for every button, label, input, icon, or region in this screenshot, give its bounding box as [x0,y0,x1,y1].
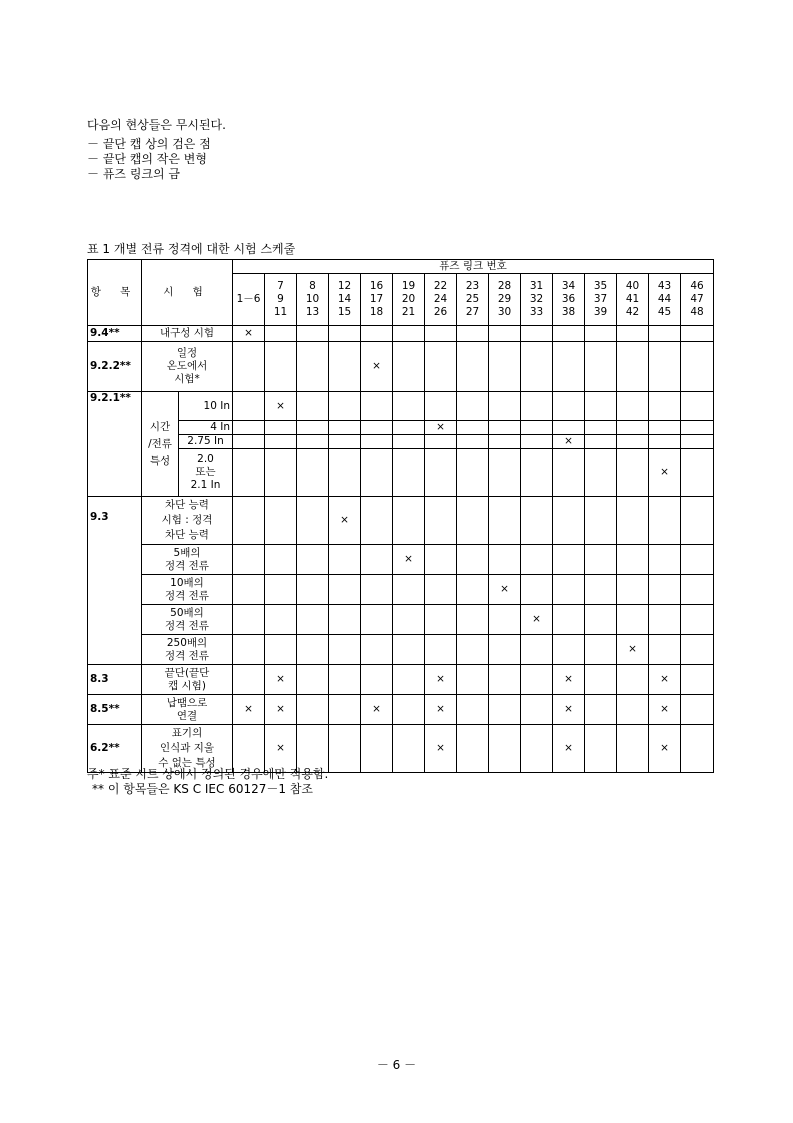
sub-test: 2.0 또는 2.1 In [179,449,233,497]
empty-cell [265,342,297,392]
empty-cell [361,545,393,575]
empty-cell [425,342,457,392]
test-group: 시간 /전류 특성 [142,392,179,497]
empty-cell [681,545,714,575]
empty-cell [457,392,489,421]
empty-cell [521,392,553,421]
item-code: 9.2.1** [88,392,142,497]
empty-cell [521,635,553,665]
column-number: 16 17 18 [361,274,393,326]
item-code: 9.3 [88,497,142,665]
empty-cell [297,326,329,342]
table-row [88,635,714,665]
test-mark: × [553,695,585,725]
item-code: 9.2.2** [88,342,142,392]
empty-cell [681,725,714,773]
empty-cell [457,435,489,449]
test-name: 표기의 인식과 지울 수 없는 특성 [142,725,233,773]
test-mark: × [553,665,585,695]
empty-cell [553,326,585,342]
sub-test: 4 In [179,421,233,435]
empty-cell [617,421,649,435]
empty-cell [649,545,681,575]
item-code: 8.3 [88,665,142,695]
column-number: 7 9 11 [265,274,297,326]
empty-cell [681,695,714,725]
column-number: 1－6 [233,274,265,326]
bullet-item: － 끝단 캡의 작은 변형 [87,152,207,166]
empty-cell [329,545,361,575]
empty-cell [553,449,585,497]
empty-cell [361,725,393,773]
empty-cell [585,665,617,695]
column-number: 35 37 39 [585,274,617,326]
table-row [88,421,714,435]
test-name: 차단 능력 시험 : 정격 차단 능력 [142,497,233,545]
table-row [88,545,714,575]
empty-cell [489,449,521,497]
empty-cell [329,342,361,392]
column-number: 46 47 48 [681,274,714,326]
empty-cell [489,545,521,575]
empty-cell [233,575,265,605]
empty-cell [617,326,649,342]
column-number: 8 10 13 [297,274,329,326]
test-mark: × [617,635,649,665]
empty-cell [265,421,297,435]
test-mark: × [425,665,457,695]
empty-cell [681,342,714,392]
sub-test: 2.75 In [179,435,233,449]
empty-cell [649,392,681,421]
empty-cell [329,326,361,342]
sub-test: 5배의 정격 전류 [142,545,233,575]
empty-cell [297,605,329,635]
empty-cell [489,435,521,449]
empty-cell [649,326,681,342]
empty-cell [265,635,297,665]
test-mark: × [265,665,297,695]
empty-cell [265,326,297,342]
footnotes [87,767,328,797]
empty-cell [425,449,457,497]
empty-cell [233,342,265,392]
empty-cell [233,421,265,435]
empty-cell [585,435,617,449]
empty-cell [521,665,553,695]
test-mark: × [649,725,681,773]
empty-cell [649,421,681,435]
empty-cell [361,326,393,342]
empty-cell [585,342,617,392]
empty-cell [553,575,585,605]
empty-cell [521,421,553,435]
test-mark: × [649,665,681,695]
footnote: 주* 표준 시트 상에서 정의된 경우에만 적용함. [87,767,329,781]
empty-cell [425,497,457,545]
empty-cell [553,421,585,435]
empty-cell [297,725,329,773]
empty-cell [681,665,714,695]
empty-cell [617,497,649,545]
empty-cell [297,695,329,725]
test-mark: × [265,695,297,725]
sub-test: 250배의 정격 전류 [142,635,233,665]
table-row [88,435,714,449]
empty-cell [585,605,617,635]
test-mark: × [649,449,681,497]
empty-cell [521,342,553,392]
column-number: 40 41 42 [617,274,649,326]
test-mark: × [489,575,521,605]
item-code: 6.2** [88,725,142,773]
empty-cell [617,545,649,575]
test-name: 내구성 시험 [142,326,233,342]
empty-cell [297,497,329,545]
empty-cell [425,326,457,342]
empty-cell [329,725,361,773]
column-number: 23 25 27 [457,274,489,326]
empty-cell [425,435,457,449]
test-mark: × [553,725,585,773]
empty-cell [521,695,553,725]
sub-test: 10배의 정격 전류 [142,575,233,605]
empty-cell [585,725,617,773]
test-mark: × [233,326,265,342]
sub-test: 50배의 정격 전류 [142,605,233,635]
empty-cell [329,421,361,435]
empty-cell [393,326,425,342]
empty-cell [617,449,649,497]
table-row [88,326,714,342]
empty-cell [393,342,425,392]
empty-cell [393,449,425,497]
empty-cell [297,435,329,449]
empty-cell [361,605,393,635]
table-row [88,695,714,725]
empty-cell [361,575,393,605]
empty-cell [233,725,265,773]
empty-cell [329,665,361,695]
empty-cell [457,545,489,575]
empty-cell [617,605,649,635]
bullet-list [87,137,211,182]
empty-cell [457,421,489,435]
empty-cell [617,725,649,773]
empty-cell [553,497,585,545]
empty-cell [681,605,714,635]
header-item: 항 목 [88,260,142,326]
empty-cell [425,605,457,635]
empty-cell [233,449,265,497]
empty-cell [265,435,297,449]
item-code: 9.4** [88,326,142,342]
table-row [88,497,714,545]
table-row [88,449,714,497]
empty-cell [265,575,297,605]
empty-cell [681,635,714,665]
empty-cell [649,342,681,392]
table-row [88,342,714,392]
test-mark: × [233,695,265,725]
empty-cell [329,605,361,635]
empty-cell [393,695,425,725]
empty-cell [393,421,425,435]
empty-cell [297,575,329,605]
empty-cell [393,435,425,449]
empty-cell [617,435,649,449]
empty-cell [489,725,521,773]
empty-cell [681,326,714,342]
empty-cell [457,497,489,545]
empty-cell [521,575,553,605]
empty-cell [361,497,393,545]
empty-cell [585,449,617,497]
empty-cell [585,326,617,342]
empty-cell [393,725,425,773]
empty-cell [233,635,265,665]
empty-cell [393,497,425,545]
empty-cell [489,421,521,435]
test-name: 끝단(끝단 캡 시험) [142,665,233,695]
empty-cell [489,392,521,421]
empty-cell [233,545,265,575]
test-mark: × [265,725,297,773]
empty-cell [361,665,393,695]
empty-cell [233,605,265,635]
empty-cell [585,635,617,665]
empty-cell [585,421,617,435]
empty-cell [649,605,681,635]
empty-cell [361,635,393,665]
empty-cell [393,392,425,421]
test-mark: × [361,342,393,392]
empty-cell [617,392,649,421]
empty-cell [425,575,457,605]
empty-cell [425,635,457,665]
empty-cell [489,326,521,342]
table-row [88,665,714,695]
empty-cell [393,575,425,605]
empty-cell [681,449,714,497]
empty-cell [553,545,585,575]
test-mark: × [329,497,361,545]
empty-cell [585,545,617,575]
empty-cell [233,392,265,421]
header-group: 퓨즈 링크 번호 [233,260,714,274]
empty-cell [457,695,489,725]
empty-cell [681,497,714,545]
column-number: 34 36 38 [553,274,585,326]
empty-cell [649,635,681,665]
empty-cell [617,665,649,695]
empty-cell [649,435,681,449]
empty-cell [521,326,553,342]
empty-cell [521,497,553,545]
test-mark: × [521,605,553,635]
empty-cell [233,665,265,695]
empty-cell [393,605,425,635]
empty-cell [329,435,361,449]
test-mark: × [425,421,457,435]
table-row [88,725,714,773]
empty-cell [617,695,649,725]
empty-cell [585,392,617,421]
empty-cell [681,435,714,449]
empty-cell [681,392,714,421]
page-number: － 6 － [376,1058,417,1072]
empty-cell [457,635,489,665]
column-number: 22 24 26 [425,274,457,326]
empty-cell [393,635,425,665]
empty-cell [265,545,297,575]
test-mark: × [425,725,457,773]
empty-cell [265,449,297,497]
test-mark: × [265,392,297,421]
empty-cell [329,635,361,665]
empty-cell [617,342,649,392]
empty-cell [297,421,329,435]
empty-cell [585,575,617,605]
item-code: 8.5** [88,695,142,725]
empty-cell [233,435,265,449]
empty-cell [553,635,585,665]
empty-cell [489,342,521,392]
empty-cell [489,497,521,545]
empty-cell [297,635,329,665]
empty-cell [361,421,393,435]
column-number: 12 14 15 [329,274,361,326]
empty-cell [297,545,329,575]
header-test: 시 험 [142,260,233,326]
empty-cell [521,435,553,449]
empty-cell [489,635,521,665]
empty-cell [585,695,617,725]
empty-cell [297,665,329,695]
bullet-item: － 끝단 캡 상의 검은 점 [87,137,211,151]
empty-cell [489,605,521,635]
empty-cell [457,605,489,635]
empty-cell [265,497,297,545]
test-mark: × [361,695,393,725]
test-name: 일정 온도에서 시험* [142,342,233,392]
empty-cell [521,449,553,497]
empty-cell [649,575,681,605]
empty-cell [393,665,425,695]
test-mark: × [649,695,681,725]
empty-cell [521,725,553,773]
empty-cell [553,342,585,392]
bullet-item: － 퓨즈 링크의 금 [87,167,180,181]
empty-cell [457,725,489,773]
column-number: 28 29 30 [489,274,521,326]
empty-cell [681,421,714,435]
empty-cell [457,449,489,497]
empty-cell [457,665,489,695]
intro-text: 다음의 현상들은 무시된다. [87,118,226,132]
empty-cell [329,695,361,725]
empty-cell [457,326,489,342]
empty-cell [457,575,489,605]
empty-cell [649,497,681,545]
sub-test: 10 In [179,392,233,421]
empty-cell [425,392,457,421]
footnote: ** 이 항목들은 KS C IEC 60127－1 참조 [92,782,314,796]
test-mark: × [553,435,585,449]
empty-cell [233,497,265,545]
empty-cell [681,575,714,605]
empty-cell [361,449,393,497]
table-row [88,605,714,635]
empty-cell [297,392,329,421]
empty-cell [297,449,329,497]
test-schedule-table [87,259,709,769]
empty-cell [489,665,521,695]
empty-cell [521,545,553,575]
table-caption: 표 1 개별 전류 정격에 대한 시험 스케줄 [87,242,296,256]
empty-cell [329,449,361,497]
table-row [88,575,714,605]
empty-cell [329,575,361,605]
empty-cell [457,342,489,392]
empty-cell [617,575,649,605]
table-row [88,392,714,421]
empty-cell [361,435,393,449]
empty-cell [361,392,393,421]
column-number: 19 20 21 [393,274,425,326]
test-name: 납땜으로 연결 [142,695,233,725]
empty-cell [329,392,361,421]
empty-cell [553,392,585,421]
empty-cell [297,342,329,392]
column-number: 31 32 33 [521,274,553,326]
empty-cell [585,497,617,545]
test-mark: × [425,695,457,725]
empty-cell [425,545,457,575]
empty-cell [553,605,585,635]
empty-cell [489,695,521,725]
empty-cell [265,605,297,635]
column-number: 43 44 45 [649,274,681,326]
test-mark: × [393,545,425,575]
